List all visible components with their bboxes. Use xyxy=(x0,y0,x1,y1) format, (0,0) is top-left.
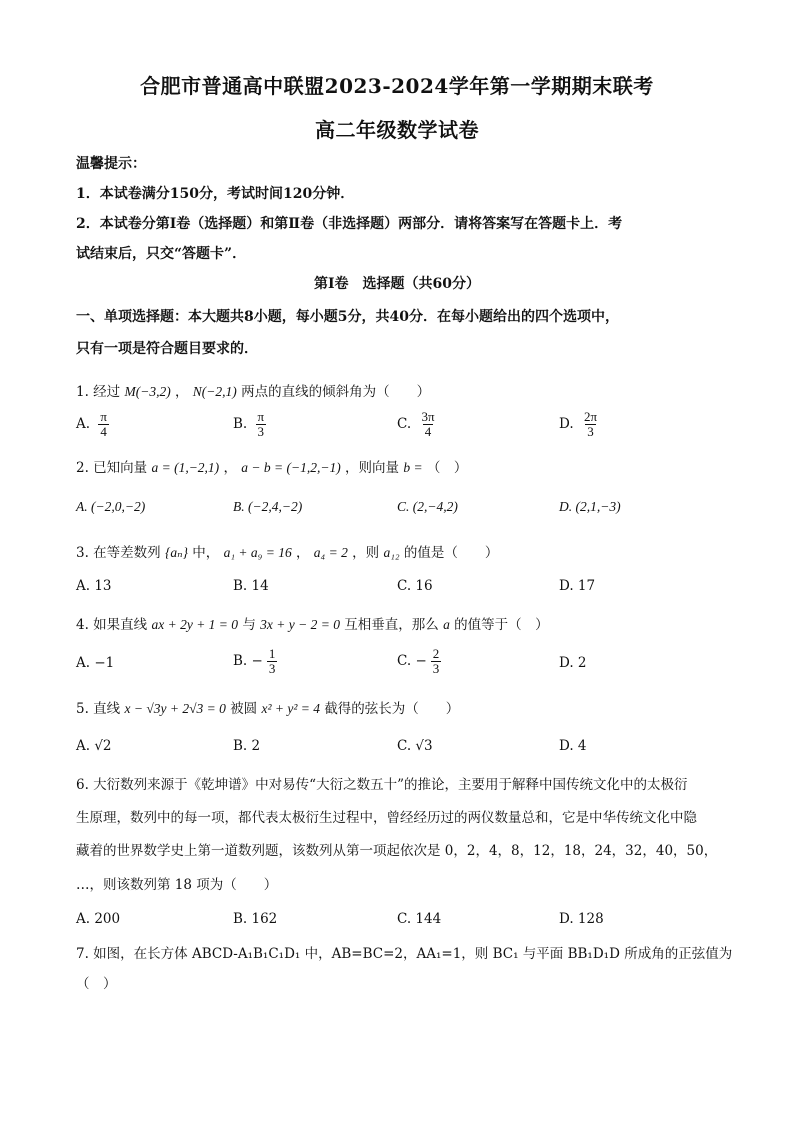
minus-sign: − xyxy=(415,653,427,669)
question-2-separator: ， xyxy=(223,460,237,476)
question-5-option-d: D. 4 xyxy=(559,738,587,754)
line-2-equation: 3x + y − 2 = 0 xyxy=(260,617,340,632)
question-6-line-2: 生原理，数列中的每一项，都代表太极衍生过程中，曾经经历过的两仪数量总和，它是中华传统文化中隐 xyxy=(76,810,697,826)
question-7-line-2: （ ） xyxy=(76,976,117,992)
condition-1: a₁ + a₉ = 16 xyxy=(223,545,292,560)
question-3-option-c: C. 16 xyxy=(397,578,433,594)
circle-equation: x² + y² = 4 xyxy=(261,701,321,716)
question-2-option-d: D. (2,1,−3) xyxy=(559,499,621,514)
question-5-option-a: A. √2 xyxy=(76,738,112,754)
fraction xyxy=(431,647,442,676)
option-label: C. xyxy=(397,653,412,669)
variable-a: a xyxy=(443,617,450,632)
question-3-option-d: D. 17 xyxy=(559,578,596,594)
question-5-text: 截得的弦长为（ ） xyxy=(324,701,460,717)
question-3-text: 3. 在等差数列 xyxy=(76,545,161,561)
exam-subtitle: 高二年级数学试卷 xyxy=(315,118,479,142)
question-2 xyxy=(76,456,467,476)
numerator: π xyxy=(100,409,107,424)
question-4 xyxy=(76,613,549,633)
question-1-option-d xyxy=(559,410,599,439)
notice-item-2-line-1: 2．本试卷分第Ⅰ卷（选择题）和第Ⅱ卷（非选择题）两部分．请将答案写在答题卡上．考 xyxy=(76,216,623,232)
question-5-option-b: B. 2 xyxy=(233,738,261,754)
question-1-number: 1. 经过 xyxy=(76,384,121,400)
fraction xyxy=(582,410,599,439)
question-6-option-c: C. 144 xyxy=(397,911,442,927)
denominator: 4 xyxy=(424,424,432,439)
notice-heading: 温馨提示： xyxy=(76,156,146,172)
question-3-text: 中， xyxy=(192,545,220,561)
condition-2: a₄ = 2 xyxy=(313,545,348,560)
option-label: B. xyxy=(233,653,248,669)
question-4-option-d: D. 2 xyxy=(559,655,587,671)
question-2-option-b: B. (−2,4,−2) xyxy=(233,499,303,514)
fraction xyxy=(419,410,436,439)
question-3-text: ，则 xyxy=(352,545,380,561)
option-label: B. xyxy=(233,416,248,432)
question-5-text: 被圆 xyxy=(230,701,258,717)
denominator: 4 xyxy=(100,424,107,439)
numerator: π xyxy=(257,409,265,424)
point-n: N(−2,1) xyxy=(192,384,237,399)
question-2-stem-tail: ，则向量 xyxy=(345,460,400,476)
question-3-option-a: A. 13 xyxy=(76,578,112,594)
question-4-option-c xyxy=(397,647,441,676)
sequence-symbol: {aₙ} xyxy=(164,545,188,560)
point-m: M(−3,2) xyxy=(124,384,171,399)
denominator: 3 xyxy=(268,661,276,676)
denominator: 3 xyxy=(587,424,594,439)
target-term: a₁₂ xyxy=(383,545,400,560)
question-5-text: 5. 直线 xyxy=(76,701,121,717)
question-4-text: 与 xyxy=(242,617,256,633)
option-label: D. xyxy=(559,416,574,432)
question-4-option-a: A. −1 xyxy=(76,655,115,671)
fraction xyxy=(267,647,278,676)
question-2-number: 2. 已知向量 xyxy=(76,460,148,476)
question-6-option-a: A. 200 xyxy=(76,911,121,927)
question-4-text: 的值等于（ ） xyxy=(454,617,549,633)
fraction xyxy=(256,410,267,439)
question-6-line-1: 6. 大衍数列来源于《乾坤谱》中对易传“大衍之数五十”的推论，主要用于解释中国传统文化中的太极衍 xyxy=(76,777,688,793)
question-2-option-c: C. (2,−4,2) xyxy=(397,499,458,514)
question-3 xyxy=(76,541,498,561)
question-2-option-a: A. (−2,0,−2) xyxy=(76,499,146,514)
fraction xyxy=(98,410,109,439)
question-4-text: 4. 如果直线 xyxy=(76,617,148,633)
question-5-option-c: C. √3 xyxy=(397,738,433,754)
section-1-instruction-line-1: 一、单项选择题：本大题共8小题，每小题5分，共40分．在每小题给出的四个选项中， xyxy=(76,309,619,325)
denominator: 3 xyxy=(257,424,265,439)
question-3-text: 的值是（ ） xyxy=(403,545,499,561)
notice-item-1: 1．本试卷满分150分，考试时间120分钟． xyxy=(76,186,355,202)
numerator: 2 xyxy=(432,646,440,661)
question-1-option-a xyxy=(76,410,109,439)
answer-blank: （ ） xyxy=(426,460,468,476)
vector-b-label: b = xyxy=(403,460,423,475)
question-1-option-b xyxy=(233,410,266,439)
notice-item-2-line-2: 试结束后，只交“答题卡”． xyxy=(76,246,247,262)
minus-sign: − xyxy=(251,653,263,669)
question-3-option-b: B. 14 xyxy=(233,578,269,594)
question-3-separator: ， xyxy=(296,545,310,561)
question-5 xyxy=(76,697,459,717)
question-6-line-3: 藏着的世界数学史上第一道数列题，该数列从第一项起依次是 0，2，4，8，12，18，24，32，40，50， xyxy=(76,843,718,859)
question-6-line-4: …，则该数列第 18 项为（ ） xyxy=(76,877,278,893)
question-6-option-b: B. 162 xyxy=(233,911,278,927)
vector-a-expression: a = (1,−2,1) xyxy=(151,460,220,475)
question-7-line-1: 7. 如图，在长方体 ABCD-A₁B₁C₁D₁ 中，AB=BC=2，AA₁=1，则 BC₁ 与平面 BB₁D₁D 所成角的正弦值为 xyxy=(76,946,733,962)
exam-title: 合肥市普通高中联盟2023-2024学年第一学期期末联考 xyxy=(140,74,654,98)
question-4-option-b xyxy=(233,647,277,676)
numerator: 1 xyxy=(268,646,276,661)
question-1-stem-tail: 两点的直线的倾斜角为（ ） xyxy=(241,384,431,400)
question-6-option-d: D. 128 xyxy=(559,911,604,927)
line-1-equation: ax + 2y + 1 = 0 xyxy=(151,617,239,632)
line-equation: x − √3y + 2√3 = 0 xyxy=(124,701,226,716)
denominator: 3 xyxy=(432,661,440,676)
option-label: C. xyxy=(397,416,412,432)
section-1-instruction-line-2: 只有一项是符合题目要求的． xyxy=(76,341,258,357)
question-4-text: 互相垂直，那么 xyxy=(344,617,439,633)
vector-difference-expression: a − b = (−1,2,−1) xyxy=(241,460,341,475)
option-label: A. xyxy=(76,416,91,432)
question-1-separator: ， xyxy=(175,384,189,400)
numerator: 2π xyxy=(583,409,598,424)
question-1 xyxy=(76,380,430,400)
numerator: 3π xyxy=(421,409,435,424)
question-1-option-c xyxy=(397,410,437,439)
part-1-heading: 第Ⅰ卷 选择题（共60分） xyxy=(313,276,481,292)
